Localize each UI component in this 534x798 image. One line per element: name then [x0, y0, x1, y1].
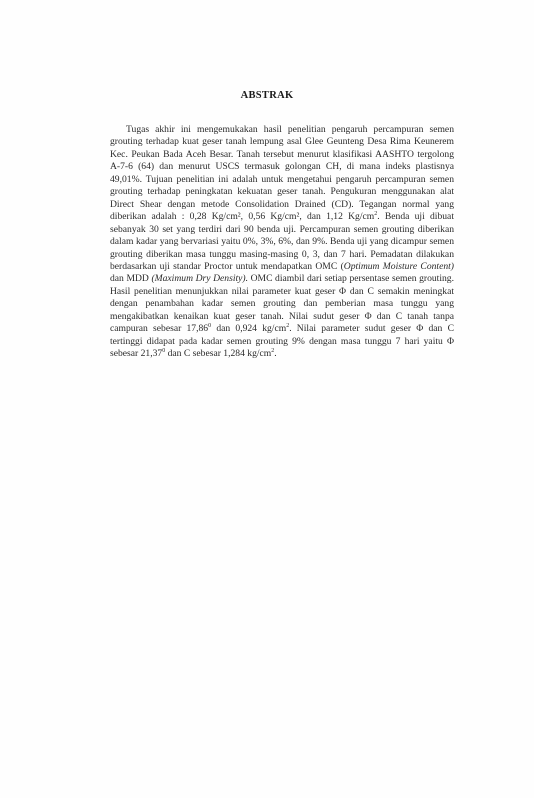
superscript-text: 0 [208, 323, 212, 330]
abstract-title: ABSTRAK [240, 90, 294, 101]
superscript-text: 2 [374, 210, 378, 217]
text-segment: Tugas akhir ini mengemukakan hasil penelitian pengaruh percampuran semen grouting terhadap kuat geser tanah lempung asal Glee Geunteng Desa Rima Keunerem Kec. Peukan Bada Aceh Besar. Tanah tersebut menurut klasifikasi AASHTO tergolong A-7-6 (64) dan menurut USCS termasuk golongan CH, di mana indeks plastisnya 49,01%. Tujuan penelitian ini adalah untuk mengetahui pengaruh percampuran semen grouting terhadap peningkatan kekuatan geser tanah. Pengukuran menggunakan alat Direct Shear dengan metode Consolidation Drained (CD). Tegangan normal yang diberikan adalah : 0,28 Kg/cm², 0,56 Kg/cm², dan 1,12 Kg/cm [110, 124, 454, 223]
text-segment: . Nilai parameter sudut geser Φ dan C tertinggi didapat pada kadar semen grouting 9% dengan masa tunggu 7 hari yaitu Φ sebesar 21,37 [110, 323, 454, 360]
text-segment: dan C sebesar 1,284 kg/cm [165, 348, 272, 360]
abstract-paragraph [110, 124, 454, 361]
superscript-text: 2 [271, 347, 275, 354]
text-segment: dan 0,924 kg/cm [211, 323, 287, 335]
superscript-text: 2 [286, 323, 290, 330]
text-segment: . [274, 348, 277, 360]
text-segment: . Benda uji dibuat sebanyak 30 set yang terdiri dari 90 benda uji. Percampuran semen grouting diberikan dalam kadar yang bervariasi yaitu 0%, 3%, 6%, dan 9%. Benda uji yang dicampur semen grouting diberikan masa tunggu masing-masing 0, 3, dan 7 hari. Pemadatan dilakukan berdasarkan uji standar Proctor untuk mendapatkan OMC ( [110, 211, 454, 272]
text-segment: OMC diambil dari setiap persentase semen grouting. Hasil penelitian menunjukkan nilai parameter kuat geser Φ dan C semakin meningkat dengan penambahan kadar semen grouting dan pemberian masa tunggu yang mengakibatkan kenaikan kuat geser tanah. Nilai sudut geser Φ dan C tanah tanpa campuran sebesar 17,86 [110, 273, 454, 335]
text-segment: dan MDD [110, 273, 152, 285]
superscript-text: 0 [162, 347, 166, 354]
italic-text: (Maximum Dry Density). [151, 273, 249, 285]
italic-text: Optimum Moisture Content) [343, 260, 454, 272]
